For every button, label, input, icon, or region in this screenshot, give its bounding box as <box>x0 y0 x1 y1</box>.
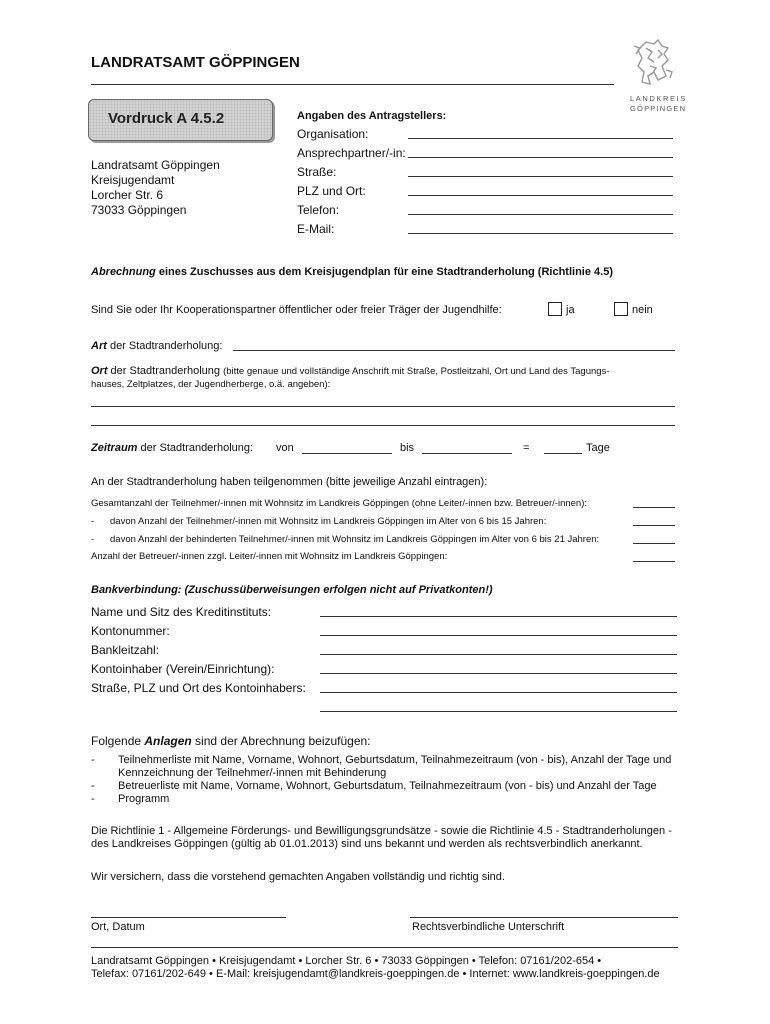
page-title: LANDRATSAMT GÖPPINGEN <box>91 54 300 71</box>
versicherung-text: Wir versichern, dass die vorstehend gemachten Angaben vollständig und richtig sind. <box>91 871 505 883</box>
art-label <box>91 340 222 353</box>
art-emph: Art <box>91 340 107 352</box>
participant-count-field[interactable] <box>633 525 675 526</box>
zeitraum-emph: Zeitraum <box>91 442 138 454</box>
applicant-heading: Angaben des Antragstellers: <box>297 110 447 122</box>
row-dash: - <box>91 516 95 527</box>
ja-label: ja <box>566 304 575 316</box>
participant-count-field[interactable] <box>633 561 675 562</box>
logo-text-landkreis: LANDKREIS <box>630 94 687 103</box>
bankleitzahl-field[interactable] <box>320 654 677 655</box>
ort-label <box>91 365 609 378</box>
label-bankleitzahl: Bankleitzahl: <box>91 643 160 657</box>
footer-line: Telefax: 07161/202-649 • E-Mail: kreisjugendamt@landkreis-goeppingen.de • Internet: www.landkreis-goeppingen.de <box>91 968 660 980</box>
form-heading <box>91 266 613 279</box>
tage-field[interactable] <box>544 453 582 454</box>
header-rule <box>91 84 614 85</box>
bis-label: bis <box>400 442 415 454</box>
anlagen-emph: Anlagen <box>144 734 192 748</box>
lion-icon <box>628 36 676 88</box>
label-ansprechpartner: Ansprechpartner/-in: <box>297 146 406 160</box>
label-strasse: Straße: <box>297 165 337 179</box>
list-dash: - <box>91 780 95 792</box>
participants-intro: An der Stadtranderholung haben teilgenommen (bitte jeweilige Anzahl eintragen): <box>91 476 488 488</box>
zeitraum-rest: der Stadtranderholung: <box>137 442 254 454</box>
participant-count-field[interactable] <box>633 507 675 508</box>
richtlinie-line: Die Richtlinie 1 - Allgemeine Förderungs- und Bewilligungsgrundsätze - sowie die Richtlinie 4.5 - Stadtranderholungen - <box>91 825 672 837</box>
ja-checkbox[interactable] <box>548 302 562 316</box>
art-rest: der Stadtranderholung: <box>106 340 223 352</box>
telefon-field[interactable] <box>408 214 673 215</box>
anlage-item: Programm <box>118 793 170 805</box>
address-line: Kreisjugendamt <box>91 173 175 187</box>
footer-line: Landratsamt Göppingen • Kreisjugendamt • Lorcher Str. 6 • 73033 Göppingen • Telefon: 07161/202-654 • <box>91 955 602 967</box>
label-plz-ort: PLZ und Ort: <box>297 184 366 198</box>
participant-row: Gesamtanzahl der Teilnehmer/-innen mit Wohnsitz im Landkreis Göppingen (ohne Leiter/-innen bzw. Betreuer/-innen): <box>91 498 588 509</box>
email-field[interactable] <box>408 233 673 234</box>
kreditinstitut-field[interactable] <box>320 616 677 617</box>
kontoinhaber-field[interactable] <box>320 673 677 674</box>
anlagen-post: sind der Abrechnung beizufügen: <box>191 734 371 748</box>
label-organisation: Organisation: <box>297 127 369 141</box>
label-kontonummer: Kontonummer: <box>91 624 170 638</box>
bis-field[interactable] <box>422 453 512 454</box>
organisation-field[interactable] <box>408 138 673 139</box>
zeitraum-label <box>91 442 253 455</box>
plz-ort-field[interactable] <box>408 195 673 196</box>
von-label: von <box>276 442 294 454</box>
ort-emph: Ort <box>91 365 108 377</box>
anlagen-pre: Folgende <box>91 734 145 748</box>
kontoinhaber-adresse-field[interactable] <box>320 692 677 693</box>
logo-text-goeppingen: GÖPPINGEN <box>630 104 687 113</box>
ort-field-1[interactable] <box>91 406 675 407</box>
participant-row: Anzahl der Betreuer/-innen zzgl. Leiter/-innen mit Wohnsitz im Landkreis Göppingen: <box>91 551 448 562</box>
nein-label: nein <box>632 304 653 316</box>
row-dash: - <box>91 534 95 545</box>
ort-rest: der Stadtranderholung <box>107 365 221 377</box>
ort-note-2: hauses, Zeltplatzes, der Jugendherberge, o.ä. angeben): <box>91 379 331 390</box>
bank-heading <box>91 584 493 597</box>
ort-datum-label: Ort, Datum <box>91 921 145 933</box>
kontonummer-field[interactable] <box>320 635 677 636</box>
label-kontoinhaber: Kontoinhaber (Verein/Einrichtung): <box>91 662 275 676</box>
richtlinie-line: des Landkreises Göppingen (gültig ab 01.01.2013) sind uns bekannt und werden als rechtsverbindlich anerkannt. <box>91 838 643 850</box>
nein-checkbox[interactable] <box>614 302 628 316</box>
kontoinhaber-adresse-field-2[interactable] <box>320 711 677 712</box>
form-heading-rest: eines Zuschusses aus dem Kreisjugendplan für eine Stadtranderholung (Richtlinie 4.5) <box>155 266 613 278</box>
anlage-item: Betreuerliste mit Name, Vorname, Wohnort, Geburtsdatum, Teilnahmezeitraum (von - bis) und Anzahl der Tage <box>118 780 657 792</box>
anlage-item-cont: Kennzeichnung der Teilnehmer/-innen mit Behinderung <box>118 767 387 779</box>
form-heading-emph: Abrechnung <box>91 266 156 278</box>
traeger-question: Sind Sie oder Ihr Kooperationspartner öffentlicher oder freier Träger der Jugendhilfe: <box>91 304 502 316</box>
participant-count-field[interactable] <box>633 543 675 544</box>
participant-row: davon Anzahl der Teilnehmer/-innen mit Wohnsitz im Landkreis Göppingen im Alter von 6 bis 15 Jahren: <box>110 516 547 527</box>
bank-heading-emph: Bankverbindung: <box>91 584 182 596</box>
label-email: E-Mail: <box>297 222 335 236</box>
equals-sign: = <box>523 442 530 454</box>
bank-heading-rest: (Zuschussüberweisungen erfolgen nicht auf Privatkonten!) <box>181 584 493 596</box>
label-kreditinstitut: Name und Sitz des Kreditinstituts: <box>91 605 272 619</box>
unterschrift-label: Rechtsverbindliche Unterschrift <box>412 921 565 933</box>
tage-label: Tage <box>586 442 610 454</box>
address-line: Lorcher Str. 6 <box>91 188 164 202</box>
landkreis-lion-logo <box>628 36 676 88</box>
label-telefon: Telefon: <box>297 203 340 217</box>
address-line: 73033 Göppingen <box>91 203 187 217</box>
label-kontoinhaber-adresse: Straße, PLZ und Ort des Kontoinhabers: <box>91 681 306 695</box>
recipient-address <box>91 158 220 218</box>
ort-note: (bitte genaue und vollständige Anschrift mit Straße, Postleitzahl, Ort und Land des Tagungs- <box>223 366 610 377</box>
ort-datum-field[interactable] <box>91 917 286 918</box>
art-field[interactable] <box>233 350 675 351</box>
participant-row: davon Anzahl der behinderten Teilnehmer/-innen mit Wohnsitz im Landkreis Göppingen im Alter von 6 bis 21 Jahren: <box>110 534 600 545</box>
ansprechpartner-field[interactable] <box>408 157 673 158</box>
anlage-item: Teilnehmerliste mit Name, Vorname, Wohnort, Geburtsdatum, Teilnahmezeitraum (von - bis), Anzahl der Tage und <box>118 754 672 766</box>
address-line: Landratsamt Göppingen <box>91 158 220 172</box>
form-number: Vordruck A 4.5.2 <box>108 110 225 127</box>
footer-rule <box>91 947 678 948</box>
unterschrift-field[interactable] <box>410 917 678 918</box>
strasse-field[interactable] <box>408 176 673 177</box>
list-dash: - <box>91 793 95 805</box>
list-dash: - <box>91 754 95 766</box>
anlagen-heading <box>91 734 371 749</box>
ort-field-2[interactable] <box>91 425 675 426</box>
von-field[interactable] <box>302 453 392 454</box>
